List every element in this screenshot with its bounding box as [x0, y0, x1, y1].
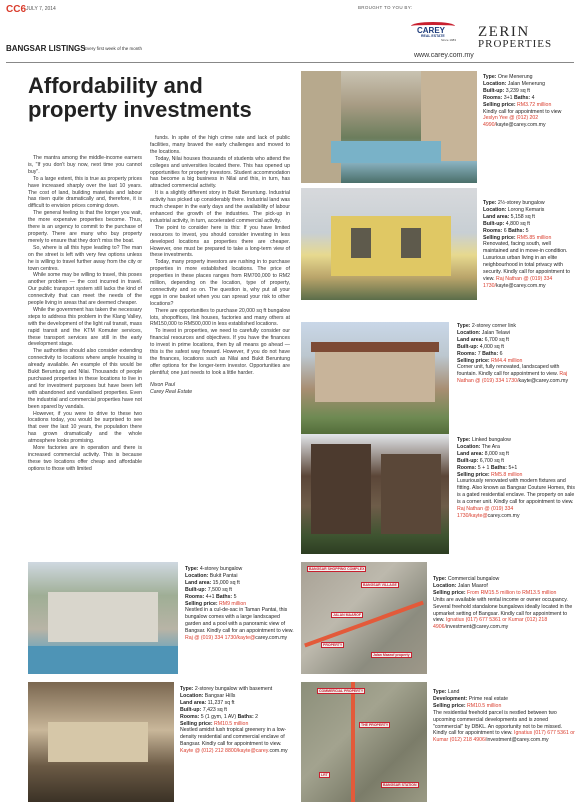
listing-price: RM5.8 million: [489, 471, 523, 478]
listing-field-label: Baths:: [514, 94, 531, 101]
listing-description: Nestled amidst lush tropical greenery in a low-density residential and commercial enclave of Bangsar. Kindly call for appointment to view.: [180, 727, 287, 748]
article-paragraph: The point to consider here is this: If you have limited resources to invest, you should consider investing in less developed locations as properties there are cheaper. However, one must be prepared to take a long-term view of these investments.: [150, 224, 290, 259]
listing-field-value: 5,158 sq ft: [509, 213, 535, 220]
listing-price-label: Selling price:: [433, 702, 466, 709]
listing-field: [514, 95, 534, 101]
listing-field-label: Land area:: [185, 579, 212, 586]
listing-email: carey.com.my: [255, 635, 288, 642]
listing-email: investment@carey.com.my: [486, 737, 549, 744]
listing-field-value: 4-storey bungalow: [198, 566, 243, 572]
listing-field-label: Baths:: [216, 593, 233, 600]
listing-price: From RM15.5 million to RM13.5 million: [465, 589, 557, 596]
map-label: BANGSAR VILLAGE: [363, 583, 397, 587]
carey-logo: [407, 22, 457, 42]
listing-field-value: 4,800 sq ft: [504, 220, 530, 227]
listing-field-value: 6: [502, 227, 509, 234]
photo-roof: [311, 342, 439, 352]
photo-building: [311, 444, 371, 534]
listing-field-value: Bukit Pantai: [208, 572, 238, 579]
listing-field-value: 11,237 sq ft: [206, 699, 235, 706]
section-subtitle: Every first week of the month: [84, 46, 143, 51]
listing-field-label: Location:: [457, 329, 481, 336]
listing-field-value: 6,700 sq ft: [478, 457, 504, 464]
listing-field-value: 7: [476, 350, 483, 357]
listing-field-label: Type:: [457, 323, 471, 329]
carey-logo-since: Since 1983: [441, 38, 457, 42]
map-label: JALAN MAAROF: [333, 613, 361, 617]
listing-description: Nestled in a cul-de-sac in Taman Pantai, this bungalow comes with a large landscaped garden and a pool with a panoramic view of Bangsar. Kindly call for an appointment to view.: [185, 607, 294, 635]
listing-email: kayte@carey.com.my: [495, 282, 546, 289]
listing-field: [483, 214, 535, 220]
listing-field-label: Rooms:: [483, 94, 503, 101]
listing-field-value: 5: [232, 593, 237, 600]
photo-window: [401, 228, 421, 258]
page-date: JULY 7, 2014: [26, 6, 56, 12]
article-paragraph: More factories are in operation and there is increased commercial activity. This is because these two locations offer cheap and affordable options to those with limited: [28, 445, 142, 472]
listing-field-label: Built-up:: [185, 586, 207, 593]
listing-field-label: Rooms:: [457, 464, 477, 471]
map-label: THE PROPERTY: [361, 723, 389, 727]
photo-the-ara: [301, 434, 449, 554]
listing-contact: Ignatius (017) 677 5361 or Kumar (012) 218 4906/: [433, 730, 575, 744]
map-label: PROPERTY: [323, 643, 343, 647]
listing-field-value: 5 + 1: [476, 464, 491, 471]
listing-field-label: Rooms:: [483, 227, 503, 234]
photo-pool: [331, 141, 441, 163]
map-label: BANGSAR SHOPPING COMPLEX: [309, 567, 365, 571]
photo-lorong-kemaris: [301, 188, 477, 300]
article-paragraph: To invest in properties, we need to carefully consider our financial resources and objectives. If you have the finances to invest in prime locations, then by all means go ahead — this is the safest way forward. However, if you do not have the finances, locations such as Nilai and Bukit Beruntung offer options for the longer-term investor. Opportunities are plentiful; one just needs to look a little harder.: [150, 328, 290, 376]
listing-field: [457, 330, 510, 336]
listing-jalan-maarof: [433, 576, 577, 631]
listing-field: [483, 95, 514, 101]
article-paragraph: While some may be willing to travel, this poses another problem — the cost incurred in travel. Our public transport system still lacks the kind of connectivity that can meet the needs of the people living in areas that are deemed cheaper.: [28, 272, 142, 307]
carey-logo-name: CAREY: [417, 26, 446, 35]
photo-bukit-pantai: [28, 562, 178, 674]
listing-price-label: Selling price:: [457, 357, 490, 364]
listing-field-value: Linked bungalow: [470, 437, 511, 443]
listing-field-value: 2-storey corner link: [470, 323, 517, 329]
article-paragraph: While the government has taken the necessary steps to address this problem in the Klang Valley, with the development of the light rail transit, mass rapid transit and the KTM Komuter services, these transport services are still in the early development stage.: [28, 306, 142, 348]
listing-price: RM10.5 million: [465, 702, 502, 709]
listing-field: [180, 700, 234, 706]
map-jalan-maarof: [301, 562, 427, 674]
listing-field-value: 5: [524, 227, 529, 234]
listing-field: [185, 594, 216, 600]
listing-contact: Ignatius (017) 677 5361 or Kumar (012) 218 4906/: [433, 617, 548, 631]
listing-description: Kindly call for appointment to view: [483, 108, 562, 115]
listing-field-value: 4,000 sq ft: [478, 343, 504, 350]
article-column-2-body: [150, 135, 290, 377]
listing-field-value: 2½-storey bungalow: [496, 200, 545, 206]
listing-field: [457, 458, 504, 464]
zerin-logo-line2: PROPERTIES: [478, 38, 553, 50]
listing-price-label: Selling price:: [185, 600, 218, 607]
article-column-1: [28, 155, 142, 473]
listing-email: kayte@carey.com.my: [518, 378, 569, 385]
listing-field-value: Jalan Maarof: [456, 582, 488, 589]
listing-field-label: Type:: [180, 686, 194, 692]
listing-field-value: 3+1: [502, 94, 514, 101]
listing-field-label: Type:: [457, 437, 471, 443]
page-number: CC6: [6, 4, 27, 15]
listing-price: RM3.72 million: [515, 101, 552, 108]
listing-field-label: Baths:: [482, 350, 499, 357]
listing-field-value: 4+1: [204, 593, 216, 600]
listing-field-value: 7,423 sq ft: [201, 706, 227, 713]
carey-logo-sub: REAL ESTATE: [421, 34, 445, 38]
photo-jalan-telawi: [301, 322, 449, 434]
zerin-logo-line1: ZERIN: [478, 24, 530, 40]
top-bar: [0, 0, 580, 24]
map-road: [351, 682, 355, 802]
listing-field-label: Land area:: [483, 213, 510, 220]
listing-price-label: Selling price:: [483, 234, 516, 241]
listing-description: Units are available with rental income or owner occupancy. Several freehold standalone bungalows ideally located in the upmarket setting of Bangsar. Kindly call for appointment to view.: [433, 596, 573, 624]
photo-house: [48, 592, 158, 642]
listing-field: [457, 323, 516, 329]
listing-field: [433, 696, 508, 702]
listing-one-menerung: [483, 74, 575, 129]
listing-field: [483, 228, 508, 234]
listing-field-value: Commercial bungalow: [446, 576, 500, 582]
listing-price-label: Selling price:: [433, 589, 466, 596]
listing-field-label: Built-up:: [457, 343, 479, 350]
article-paragraph: So, where is all this hype leading to? The man on the street is left with very few options unless he is willing to travel further away from the city or town centres.: [28, 244, 142, 272]
section-title: BANGSAR LISTINGS: [6, 44, 86, 53]
listing-lorong-kemaris: [483, 200, 577, 290]
listing-field-label: Land area:: [457, 450, 484, 457]
listing-description: Corner unit, fully renovated, landscaped with fountain. Kindly call for appointment to view.: [457, 364, 560, 378]
listing-field: [185, 587, 232, 593]
listing-field-label: Built-up:: [180, 706, 202, 713]
listing-field: [491, 465, 517, 471]
listing-contact: Raj Nathan @ (019) 334 1730/: [483, 275, 553, 289]
listing-field-label: Location:: [457, 443, 481, 450]
photo-house-wall: [331, 216, 451, 276]
listing-contact: Jeslyn Yee @ (012) 202 4990/: [483, 115, 539, 129]
map-label: BANGSAR STATION: [383, 783, 417, 787]
listing-price-label: Selling price:: [457, 471, 490, 478]
listing-field-value: 6: [498, 350, 503, 357]
article-paragraph: There are opportunities to purchase 20,000 sq ft bungalow lots, shopoffices, link houses, factories and many others at RM150,000 to RM500,000 in less established locations.: [150, 307, 290, 328]
listing-contact: Raj Nathan @ (019) 334 1730/: [457, 371, 568, 385]
listing-price: RM10.5 million: [212, 720, 249, 727]
article-author: Nixon Paul: [150, 381, 176, 388]
listing-bukit-pantai: [185, 566, 295, 642]
listing-field-label: Baths:: [508, 227, 525, 234]
listing-field-label: Type:: [185, 566, 199, 572]
listing-field-value: 5+1: [507, 464, 518, 471]
listing-field-value: 8,000 sq ft: [483, 450, 509, 457]
listing-land: [433, 689, 577, 744]
listing-field: [185, 566, 242, 572]
listing-field: [483, 200, 545, 206]
listing-field-value: 2-storey bungalow with basement: [193, 686, 273, 692]
listing-contact: Raj @ (019) 334 1730/kayte@: [185, 635, 256, 642]
photo-window: [351, 228, 371, 258]
map-land: [301, 682, 427, 802]
listing-field: [457, 465, 491, 471]
listing-field-label: Type:: [483, 74, 497, 80]
listing-field: [180, 693, 235, 699]
map-label: Jalan Maarof property: [373, 653, 410, 657]
listing-contact: Kayte @ (012) 212 8800/kayte@carey.: [180, 748, 270, 755]
photo-interior: [48, 722, 148, 762]
listing-field: [508, 228, 528, 234]
listing-field: [457, 444, 500, 450]
listing-field: [482, 351, 502, 357]
listing-field-label: Land area:: [457, 336, 484, 343]
article-column-2: [150, 135, 290, 396]
listing-field: [433, 576, 499, 582]
article-headline: Affordability and property investments: [28, 73, 252, 122]
photo-one-menerung: [301, 71, 477, 183]
listing-field-value: Jalan Telawi: [480, 329, 510, 336]
listing-field-label: Location:: [483, 80, 507, 87]
listing-field-label: Baths:: [237, 713, 254, 720]
listing-field-label: Location:: [483, 206, 507, 213]
listing-bangsar-hills: [180, 686, 296, 755]
listing-field-label: Location:: [180, 692, 204, 699]
listing-field: [483, 88, 530, 94]
listing-field-value: Land: [446, 689, 460, 695]
article-paragraph: It is a slightly different story in Bukit Beruntung. Industrial activity has picked up considerably there. Industrial land was much cheaper in the early days and the availability of labour enhanced the growth of the industries. The pick-up in industrial activity, in turn, accelerated commercial activity.: [150, 190, 290, 224]
map-label: LRT: [321, 773, 328, 777]
listing-field: [483, 207, 544, 213]
listing-field-label: Baths:: [490, 464, 508, 471]
listing-field-label: Type:: [433, 689, 447, 695]
listing-field-value: 5 (1 gym, 1 AV): [199, 713, 238, 720]
listing-field-value: Bangsar Hills: [203, 692, 236, 699]
listing-field-value: 2: [253, 713, 259, 720]
listing-field-label: Built-up:: [483, 87, 505, 94]
article-author-org: Carey Real Estate: [150, 388, 193, 395]
listing-field: [180, 714, 238, 720]
listing-field-label: Rooms:: [185, 593, 205, 600]
photo-house-wall: [315, 352, 435, 402]
listing-field: [457, 351, 482, 357]
listing-contact: Raj Nathan @ (019) 334 1730/kayte@: [457, 506, 514, 519]
listing-field-label: Location:: [185, 572, 209, 579]
photo-pool: [28, 646, 178, 674]
listing-field: [457, 344, 504, 350]
photo-building-left: [301, 71, 341, 183]
listing-field: [457, 451, 509, 457]
listing-field: [185, 580, 240, 586]
listing-field-label: Location:: [433, 582, 457, 589]
listing-price-label: Selling price:: [180, 720, 213, 727]
website-url: www.carey.com.my: [414, 52, 474, 59]
listing-field-value: 7,500 sq ft: [206, 586, 232, 593]
listing-field-label: Rooms:: [180, 713, 200, 720]
header-divider: [6, 62, 574, 63]
listing-email: carey.com.my: [487, 512, 520, 519]
listing-jalan-telawi: [457, 323, 577, 385]
listing-field-label: Development:: [433, 695, 468, 702]
listing-field-value: The Ara: [480, 443, 500, 450]
listing-price: RM9 million: [217, 600, 247, 607]
article-paragraph: To a large extent, this is true as property prices have increased sharply over the last 10 years. The cost of land, building materials and labour has risen quite dramatically and, therefore, it is difficult to envision prices coming down.: [28, 175, 142, 210]
listing-field-label: Type:: [483, 200, 497, 206]
listing-field-value: One Menerung: [496, 74, 533, 80]
listing-field-label: Built-up:: [457, 457, 479, 464]
listing-email: com.my: [269, 748, 288, 755]
listing-field: [457, 437, 511, 443]
listing-field-value: 4: [530, 94, 535, 101]
listing-field-label: Land area:: [180, 699, 207, 706]
listing-field-value: 3,239 sq ft: [504, 87, 530, 94]
listing-field: [483, 81, 545, 87]
listing-field: [216, 594, 236, 600]
listing-field: [180, 707, 227, 713]
article-paragraph: funds. In spite of the high crime rate and lack of public facilities, many braved the early challenges and moved to the locations.: [150, 135, 290, 155]
listing-field-label: Rooms:: [457, 350, 477, 357]
listing-field-value: Lorong Kemaris: [506, 206, 545, 213]
listing-description: Renovated, facing south, well maintained and in move-in condition. Luxurious urban living in an elite neighbourhood in total privacy with security. Kindly call for appointment to view.: [483, 241, 570, 282]
article-paragraph: The general feeling is that the longer you wait, the more expensive properties become. Thus, there is an urgency to commit to the purchase of property. There are many who buy property merely to ensure that they don't miss the boat.: [28, 210, 142, 244]
listing-field-value: Jalan Menerung: [506, 80, 545, 87]
article-paragraph: The mantra among the middle-income earners is, "If you don't buy now, next time you cannot buy".: [28, 155, 142, 175]
listing-price: RM5.85 million: [515, 234, 552, 241]
listing-field: [433, 583, 488, 589]
listing-price: RM4.4 million: [489, 357, 523, 364]
listing-field-value: 6,700 sq ft: [483, 336, 509, 343]
listing-description: The residential freehold parcel is nestled between two upcoming commercial developments and is zoned "commercial" by DBKL. An opportunity not to be missed. Kindly call for appointment to view.: [433, 709, 563, 737]
listing-field: [457, 337, 509, 343]
listing-price-label: Selling price:: [483, 101, 516, 108]
photo-building: [381, 454, 441, 534]
listing-field-value: 15,000 sq ft: [211, 579, 240, 586]
listing-field: [433, 689, 459, 695]
article-paragraph: However, if you were to drive to these two locations today, you would be surprised to see that over the last 10 years, the population there has grown dramatically and the whole atmosphere looks promising.: [28, 410, 142, 445]
map-label: COMMERCIAL PROPERTY: [319, 689, 364, 693]
listing-field: [238, 714, 258, 720]
listing-field-label: Type:: [433, 576, 447, 582]
listing-email: investment@carey.com.my: [445, 624, 509, 631]
listing-email: kayte@carey.com.my: [495, 122, 546, 129]
listing-field: [483, 74, 533, 80]
map-road: [304, 601, 424, 648]
listing-field-value: Prime real estate: [467, 695, 508, 702]
article-paragraph: Today, Nilai houses thousands of students who attend the colleges and universities located there. This has opened up opportunities for property investors. Student accommodation has become a big business in Nilai and this, in turn, has attracted commercial activity.: [150, 155, 290, 190]
listing-description: Luxuriously renovated with modern fixtures and fitting. Also known as Bangsar Couture Homes, this is a gated residential enclave. The property on sale is a corner unit. Kindly call for appointment to view.: [457, 478, 575, 506]
brought-by-label: BROUGHT TO YOU BY:: [358, 5, 413, 10]
listing-the-ara: [457, 437, 577, 520]
photo-bangsar-hills: [28, 682, 174, 802]
listing-field: [180, 686, 272, 692]
article-paragraph: Today, many property investors are rushing in to purchase properties in more established locations. The price of properties in these places ranges from RM700,000 to RM2 million, depending on the location, type of property, connectivity and so on. The question is, why put all your eggs in one basket when you can spread your risk to other locations?: [150, 259, 290, 307]
article-paragraph: The authorities should also consider extending connectivity to locations where ample housing is already available. An example of this would be Bukit Beruntung and Nilai. Thousands of people purchased properties in these locations to live in and for investment purposes but have been left with abandoned and vandalised properties. Even the industrial and commercial properties have not been spared by vandals.: [28, 348, 142, 410]
listing-field: [185, 573, 237, 579]
listing-field-label: Built-up:: [483, 220, 505, 227]
listing-field: [483, 221, 530, 227]
